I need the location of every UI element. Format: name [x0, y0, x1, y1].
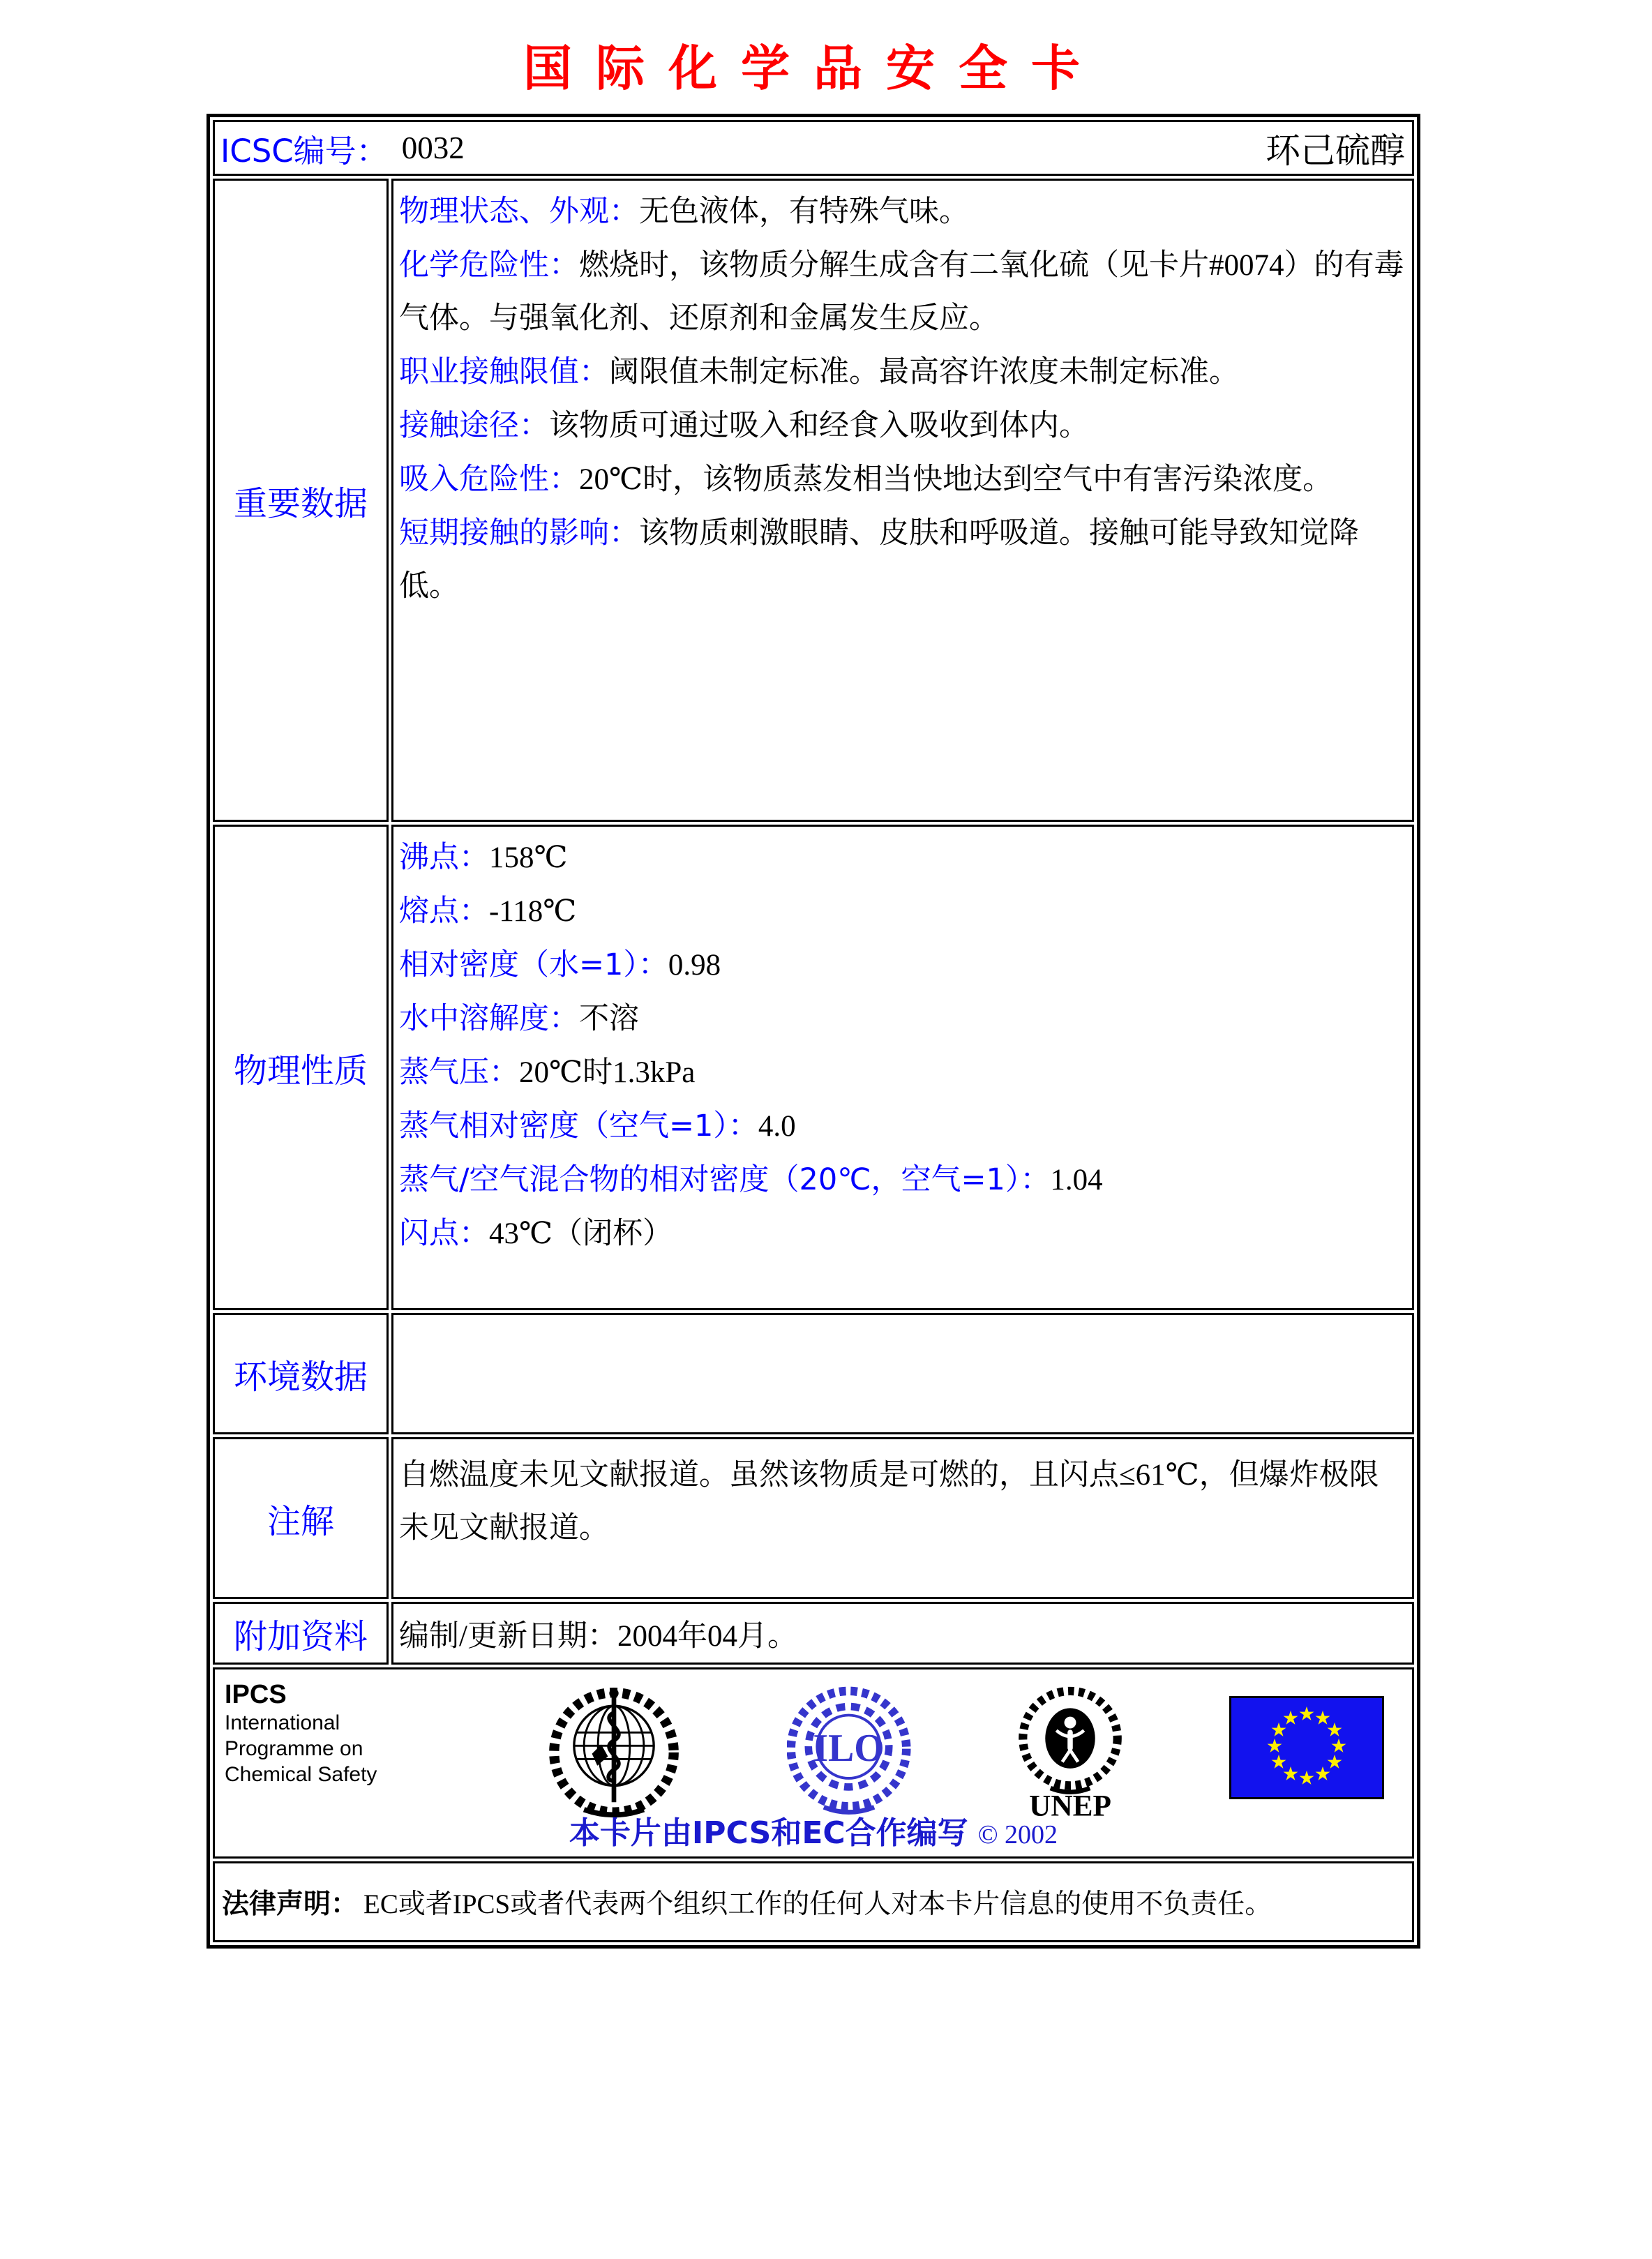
field-value: 不溶 — [579, 1003, 639, 1035]
environmental-data-row — [213, 1313, 1414, 1434]
physical-properties-content — [391, 825, 1414, 1310]
ipcs-subtitle-line: Programme on — [225, 1737, 363, 1760]
field-value: 20℃时1.3kPa — [519, 1056, 696, 1089]
svg-text:UNEP: UNEP — [1029, 1789, 1111, 1822]
header-cell — [213, 120, 1414, 176]
legal-cell — [213, 1861, 1414, 1942]
icsc-number-label: ICSC编号： — [220, 132, 388, 170]
field-value: -118℃ — [489, 895, 577, 928]
field-value: 阈限值未制定标准。最高容许浓度未制定标准。 — [609, 356, 1239, 389]
field-value: 4.0 — [758, 1110, 796, 1143]
field-value: 20℃时，该物质蒸发相当快地达到空气中有害污染浓度。 — [579, 463, 1333, 496]
section-label-important-data: 重要数据 — [213, 179, 389, 822]
field-label: 闪点： — [399, 1216, 489, 1251]
logos-row — [213, 1667, 1414, 1859]
header-row — [213, 120, 1414, 176]
environmental-data-content — [391, 1313, 1414, 1434]
unep-icon — [1014, 1679, 1126, 1822]
field-label: 蒸气相对密度（空气=1）： — [399, 1109, 758, 1143]
field-short-term-effects — [399, 506, 1406, 613]
additional-info-row — [213, 1602, 1414, 1665]
field-label: 短期接触的影响： — [399, 516, 639, 550]
important-data-row — [213, 179, 1414, 822]
field-value: 燃烧时，该物质分解生成含有二氧化硫（见卡片#0074）的有毒气体。与强氧化剂、还原剂和金属发生反应。 — [399, 249, 1404, 335]
section-label-additional-info: 附加资料 — [213, 1602, 389, 1665]
legal-text: EC或者IPCS或者代表两个组织工作的任何人对本卡片信息的使用不负责任。 — [363, 1889, 1272, 1919]
ipcs-subtitle-line: Chemical Safety — [225, 1763, 377, 1786]
field-value: 43℃（闭杯） — [489, 1217, 673, 1250]
field-boiling-point — [399, 831, 1406, 885]
field-vapor-relative-density — [399, 1100, 1406, 1153]
chemical-name: 环己硫醇 — [1266, 131, 1405, 170]
additional-info-content — [391, 1602, 1414, 1665]
field-melting-point — [399, 885, 1406, 938]
ipcs-subtitle-line: International — [225, 1711, 340, 1734]
who-icon — [544, 1679, 684, 1822]
field-label: 熔点： — [399, 894, 489, 929]
physical-properties-row — [213, 825, 1414, 1310]
field-label: 吸入危险性： — [399, 462, 579, 497]
copyright-text: © 2002 — [977, 1820, 1058, 1849]
field-value: 158℃ — [489, 841, 568, 874]
ipcs-text-block — [225, 1679, 441, 1787]
icsc-card-table — [206, 114, 1420, 1949]
page-title: 国际化学品安全卡 — [523, 39, 1104, 97]
field-value: 无色液体，有特殊气味。 — [639, 195, 969, 228]
legal-label: 法律声明： — [222, 1889, 359, 1920]
field-label: 物理状态、外观： — [399, 194, 639, 229]
field-value: 该物质可通过吸入和经食入吸收到体内。 — [549, 410, 1089, 442]
eu-flag-icon — [1229, 1696, 1384, 1799]
field-relative-density — [399, 938, 1406, 992]
notes-row — [213, 1437, 1414, 1599]
field-physical-state — [399, 185, 1406, 239]
important-data-content — [391, 179, 1414, 822]
field-label: 蒸气压： — [399, 1055, 519, 1090]
field-flash-point — [399, 1207, 1406, 1261]
field-occupational-limit — [399, 345, 1406, 399]
field-label: 沸点： — [399, 840, 489, 875]
field-label: 水中溶解度： — [399, 1001, 579, 1036]
field-water-solubility — [399, 992, 1406, 1046]
legal-row — [213, 1861, 1414, 1942]
field-label: 蒸气/空气混合物的相对密度（20℃，空气=1）： — [399, 1162, 1051, 1197]
field-label: 化学危险性： — [399, 248, 579, 283]
field-value: 1.04 — [1050, 1164, 1103, 1196]
cooperation-text: 本卡片由IPCS和EC合作编写 — [569, 1815, 968, 1851]
field-label: 职业接触限值： — [399, 354, 609, 389]
notes-text: 自燃温度未见文献报道。虽然该物质是可燃的，且闪点≤61℃，但爆炸极限未见文献报道。 — [399, 1459, 1379, 1545]
field-label: 相对密度（水=1）： — [399, 947, 668, 982]
svg-text:ILO: ILO — [813, 1726, 885, 1770]
field-label: 接触途径： — [399, 408, 549, 443]
logos-cell — [213, 1667, 1414, 1859]
field-value: 该物质刺激眼睛、皮肤和呼吸道。接触可能导致知觉降低。 — [399, 517, 1359, 603]
section-label-notes: 注解 — [213, 1437, 389, 1599]
field-vapor-pressure — [399, 1046, 1406, 1100]
field-inhalation-risk — [399, 453, 1406, 506]
field-exposure-routes — [399, 399, 1406, 453]
field-chemical-danger — [399, 239, 1406, 345]
ilo-icon — [787, 1679, 911, 1822]
section-label-physical-properties: 物理性质 — [213, 825, 389, 1310]
section-label-environmental-data: 环境数据 — [213, 1313, 389, 1434]
field-vapor-air-mixture-density — [399, 1153, 1406, 1207]
footer-caption — [215, 1808, 1412, 1852]
notes-content — [391, 1437, 1414, 1599]
field-value: 0.98 — [668, 949, 721, 982]
icsc-number-value: 0032 — [401, 130, 465, 165]
update-date-label: 编制/更新日期： — [399, 1619, 617, 1653]
update-date-value: 2004年04月。 — [617, 1619, 797, 1653]
ipcs-title: IPCS — [225, 1680, 287, 1709]
